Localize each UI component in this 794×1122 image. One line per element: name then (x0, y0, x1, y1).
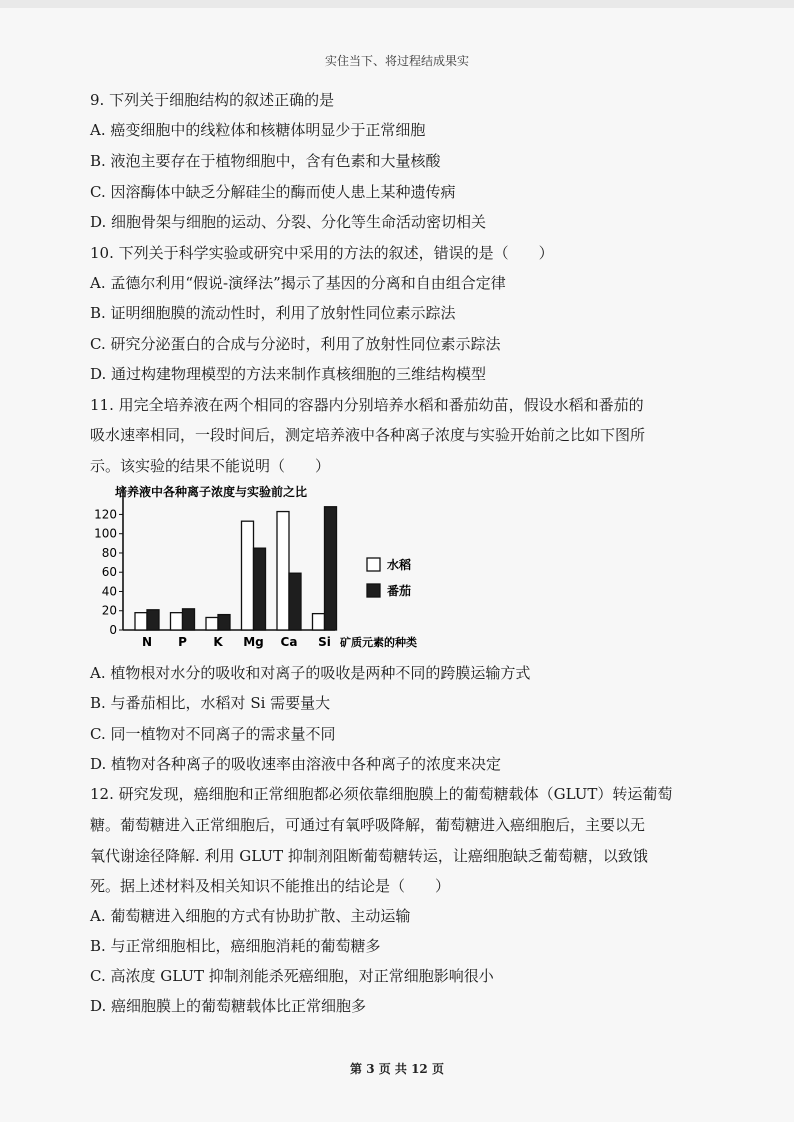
ion-ratio-chart (95, 480, 455, 655)
x-tick-label: K (213, 635, 223, 649)
q11-stem-line-3: 示。该实验的结果不能说明（ ） (90, 457, 331, 475)
q11-option-d: D. 植物对各种离子的吸收速率由溶液中各种离子的浓度来决定 (90, 755, 502, 773)
legend-swatch (367, 584, 380, 597)
q12-stem-line-1: 12. 研究发现，癌细胞和正常细胞都必须依靠细胞膜上的葡萄糖载体（GLUT）转运葡萄 (90, 785, 673, 803)
y-tick-label: 80 (101, 545, 117, 560)
legend-swatch (367, 558, 380, 571)
bar-Mg-水稻 (242, 521, 254, 630)
q9-option-d: D. 细胞骨架与细胞的运动、分裂、分化等生命活动密切相关 (90, 213, 487, 231)
q12-stem-line-3: 氧代谢途径降解. 利用 GLUT 抑制剂阻断葡萄糖转运，让癌细胞缺乏葡萄糖，以致饿 (90, 847, 648, 865)
q10-option-c: C. 研究分泌蛋白的合成与分泌时，利用了放射性同位素示踪法 (90, 335, 501, 353)
bar-K-水稻 (206, 617, 218, 630)
y-tick-label: 0 (109, 623, 117, 637)
q12-stem-line-4: 死。据上述材料及相关知识不能推出的结论是（ ） (90, 877, 451, 895)
q11-option-c: C. 同一植物对不同离子的需求量不同 (90, 725, 336, 743)
ion-ratio-chart-svg (95, 480, 455, 655)
x-tick-label: N (141, 635, 153, 649)
q9-option-b: B. 液泡主要存在于植物细胞中，含有色素和大量核酸 (90, 152, 441, 170)
legend-label: 番茄 (387, 584, 412, 598)
q11-stem-line-1: 11. 用完全培养液在两个相同的容器内分别培养水稻和番茄幼苗，假设水稻和番茄的 (90, 396, 644, 414)
x-tick-label: P (178, 635, 187, 649)
bar-Si-水稻 (313, 614, 325, 630)
bar-P-番茄 (183, 609, 195, 630)
q11-option-a: A. 植物根对水分的吸收和对离子的吸收是两种不同的跨膜运输方式 (90, 664, 531, 682)
x-tick-label: Ca (280, 635, 298, 649)
q10-stem: 10. 下列关于科学实验或研究中采用的方法的叙述，错误的是（ ） (90, 244, 554, 262)
bar-Si-番茄 (325, 507, 337, 630)
y-tick-label: 100 (95, 526, 117, 541)
q12-option-b: B. 与正常细胞相比，癌细胞消耗的葡萄糖多 (90, 937, 381, 955)
x-tick-label: Mg (243, 635, 264, 649)
bar-Ca-番茄 (289, 573, 301, 630)
q10-option-b: B. 证明细胞膜的流动性时，利用了放射性同位素示踪法 (90, 304, 456, 322)
y-tick-label: 40 (101, 584, 117, 599)
q11-stem-line-2: 吸水速率相同，一段时间后，测定培养液中各种离子浓度与实验开始前之比如下图所 (90, 426, 646, 444)
q12-option-a: A. 葡萄糖进入细胞的方式有协助扩散、主动运输 (90, 907, 411, 925)
page-header: 实住当下、将过程结成果实 (324, 54, 469, 68)
y-tick-label: 120 (95, 507, 117, 522)
bar-Ca-水稻 (277, 512, 289, 630)
top-edge (0, 0, 794, 8)
q9-option-c: C. 因溶酶体中缺乏分解硅尘的酶而使人患上某种遗传病 (90, 183, 456, 201)
q9-option-a: A. 癌变细胞中的线粒体和核糖体明显少于正常细胞 (90, 121, 426, 139)
bar-K-番茄 (218, 615, 230, 630)
page-footer: 第 3 页 共 12 页 (350, 1062, 444, 1076)
q10-option-d: D. 通过构建物理模型的方法来制作真核细胞的三维结构模型 (90, 365, 487, 383)
bar-Mg-番茄 (254, 548, 266, 630)
y-tick-label: 60 (101, 565, 117, 580)
q12-stem-line-2: 糖。葡萄糖进入正常细胞后，可通过有氧呼吸降解，葡萄糖进入癌细胞后，主要以无 (90, 816, 646, 834)
legend-label: 水稻 (387, 558, 412, 572)
q12-option-d: D. 癌细胞膜上的葡萄糖载体比正常细胞多 (90, 997, 367, 1015)
q11-option-b: B. 与番茄相比，水稻对 Si 需要量大 (90, 694, 331, 712)
x-tick-label: Si (318, 635, 331, 649)
chart-x-axis-label: 矿质元素的种类 (340, 636, 417, 649)
bar-P-水稻 (171, 613, 183, 630)
bar-N-水稻 (135, 613, 147, 630)
chart-title: 培养液中各种离子浓度与实验前之比 (115, 485, 308, 499)
q12-option-c: C. 高浓度 GLUT 抑制剂能杀死癌细胞，对正常细胞影响很小 (90, 967, 494, 985)
q9-stem: 9. 下列关于细胞结构的叙述正确的是 (90, 91, 335, 109)
bar-N-番茄 (147, 610, 159, 630)
q10-option-a: A. 孟德尔利用“假说-演绎法”揭示了基因的分离和自由组合定律 (90, 274, 506, 292)
y-tick-label: 20 (101, 603, 117, 618)
